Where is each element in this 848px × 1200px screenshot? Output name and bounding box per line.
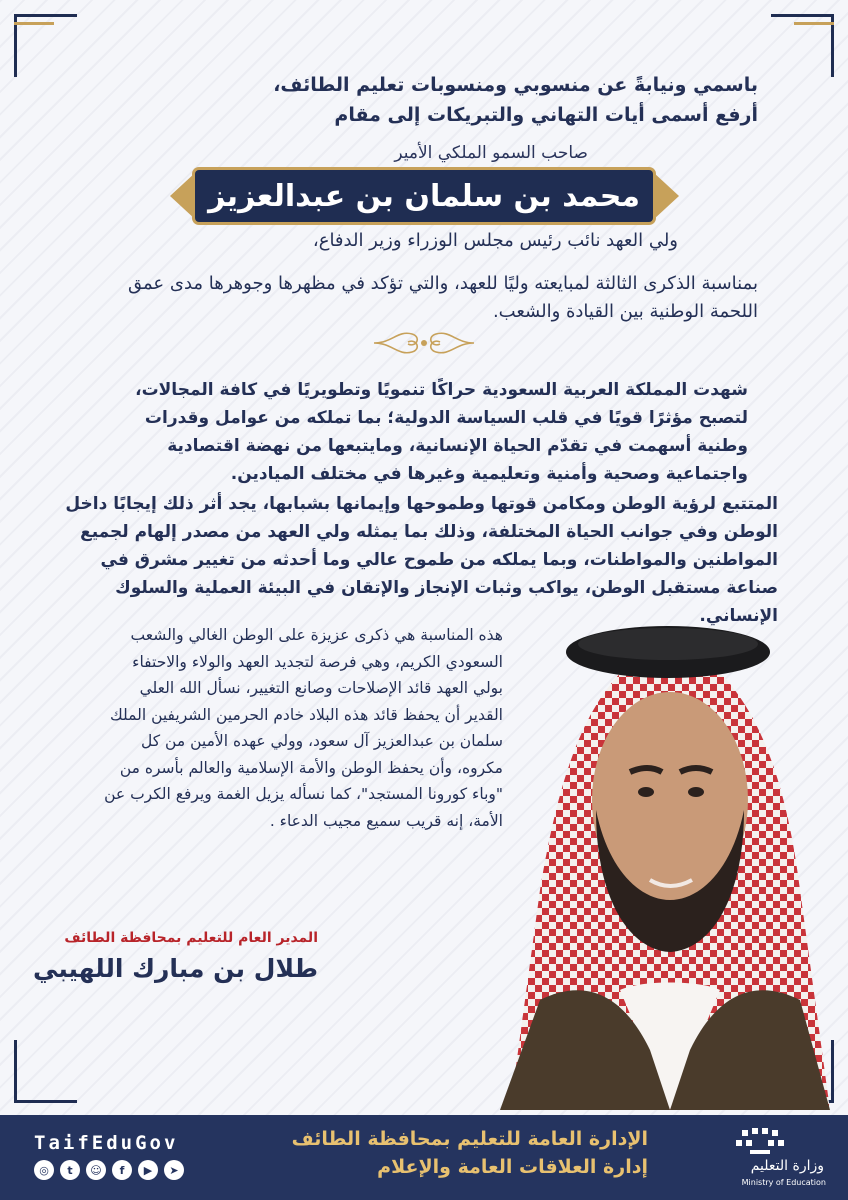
paragraph-occasion: هذه المناسبة هي ذكرى عزيزة على الوطن الغالي والشعب السعودي الكريم، وهي فرصة لتجديد العهد والولاء والاحتفاء بولي العهد قائد الإصلاحات وصانع التغيير، نسأل الله العلي القدير أن يحفظ قائد هذه البلاد خادم الحرمين الشريفين الملك سلمان بن عبدالعزيز آل سعود، وولي عهده الأمين من كل مكروه، وأن يحفظ الوطن والأمة الإسلامية والعالم بأسره من "وباء كورونا المستجد"، كما نسأله يزيل الغمة ويرفع الكرب عن الأمة، إنه قريب سميع مجيب الدعاء . bbox=[104, 626, 503, 830]
footer-department: الإدارة العامة للتعليم بمحافظة الطائف bbox=[291, 1128, 648, 1150]
instagram-icon[interactable]: ◎ bbox=[34, 1160, 54, 1180]
honorific: صاحب السمو الملكي الأمير bbox=[394, 143, 588, 163]
prince-name: محمد بن سلمان بن عبدالعزيز bbox=[208, 178, 640, 214]
ornament-icon bbox=[372, 326, 476, 360]
crown-title: ولي العهد نائب رئيس مجلس الوزراء وزير الدفاع، bbox=[312, 230, 678, 251]
name-banner bbox=[195, 170, 653, 222]
signature-name: طلال بن مبارك اللهيبي bbox=[33, 954, 318, 983]
social-handle[interactable]: TaifEduGov bbox=[34, 1132, 179, 1154]
intro-text bbox=[138, 70, 758, 130]
ministry-name-arabic: وزارة التعليم bbox=[750, 1158, 824, 1174]
facebook-icon[interactable]: f bbox=[112, 1160, 132, 1180]
corner-ornament bbox=[14, 1040, 77, 1103]
telegram-icon[interactable]: ➤ bbox=[164, 1160, 184, 1180]
intro-line-2: أرفع أسمى أيات التهاني والتبريكات إلى مقام bbox=[334, 104, 758, 126]
ministry-name-english: Ministry of Education bbox=[741, 1178, 826, 1187]
portrait-image bbox=[500, 600, 830, 1110]
intro-line-1: باسمي ونيابةً عن منسوبي ومنسوبات تعليم الطائف، bbox=[273, 74, 758, 96]
twitter-icon[interactable]: t bbox=[60, 1160, 80, 1180]
gold-stripe bbox=[794, 22, 834, 25]
social-icons bbox=[34, 1160, 184, 1180]
paragraph-vision: المتتبع لرؤية الوطن ومكامن قوتها وطموحها وإيمانها بشبابها، يجد أثر ذلك إيجابًا داخل الوطن وفي جوانب الحياة المختلفة، وذلك بما يمثله ولي العهد من مصدر إلهام لجميع المواطنين والمواطنات، وبما يملكه من طموح عالي وما أحدثه من تغيير مشرق في صناعة مستقبل الوطن، يواكب وثبات الإنجاز والإتقان في البيئة العملية والسلوك الإنساني. bbox=[65, 494, 778, 626]
paragraph-anniversary: بمناسبة الذكرى الثالثة لمبايعته وليًا للعهد، والتي تؤكد في مظهرها وجوهرها مدى عمق اللحمة الوطنية بين القيادة والشعب. bbox=[127, 273, 758, 322]
signature-role: المدير العام للتعليم بمحافظة الطائف bbox=[64, 930, 318, 946]
paragraph-development: شهدت المملكة العربية السعودية حراكًا تنمويًا وتطويريًا في كافة المجالات، لتصبح مؤثرًا قويًا في قلب السياسة الدولية؛ بما تملكه من عوامل وقدرات وطنية أسهمت في تقدّم الحياة الإنسانية، ومايتبعها من نهضة اقتصادية واجتماعية وصحية وأمنية وتعليمية وغيرها في مختلف الميادين. bbox=[135, 380, 748, 484]
snapchat-icon[interactable]: ☺ bbox=[86, 1160, 106, 1180]
footer-subdepartment: إدارة العلاقات العامة والإعلام bbox=[377, 1156, 648, 1178]
youtube-icon[interactable]: ▶ bbox=[138, 1160, 158, 1180]
gold-stripe bbox=[14, 22, 54, 25]
